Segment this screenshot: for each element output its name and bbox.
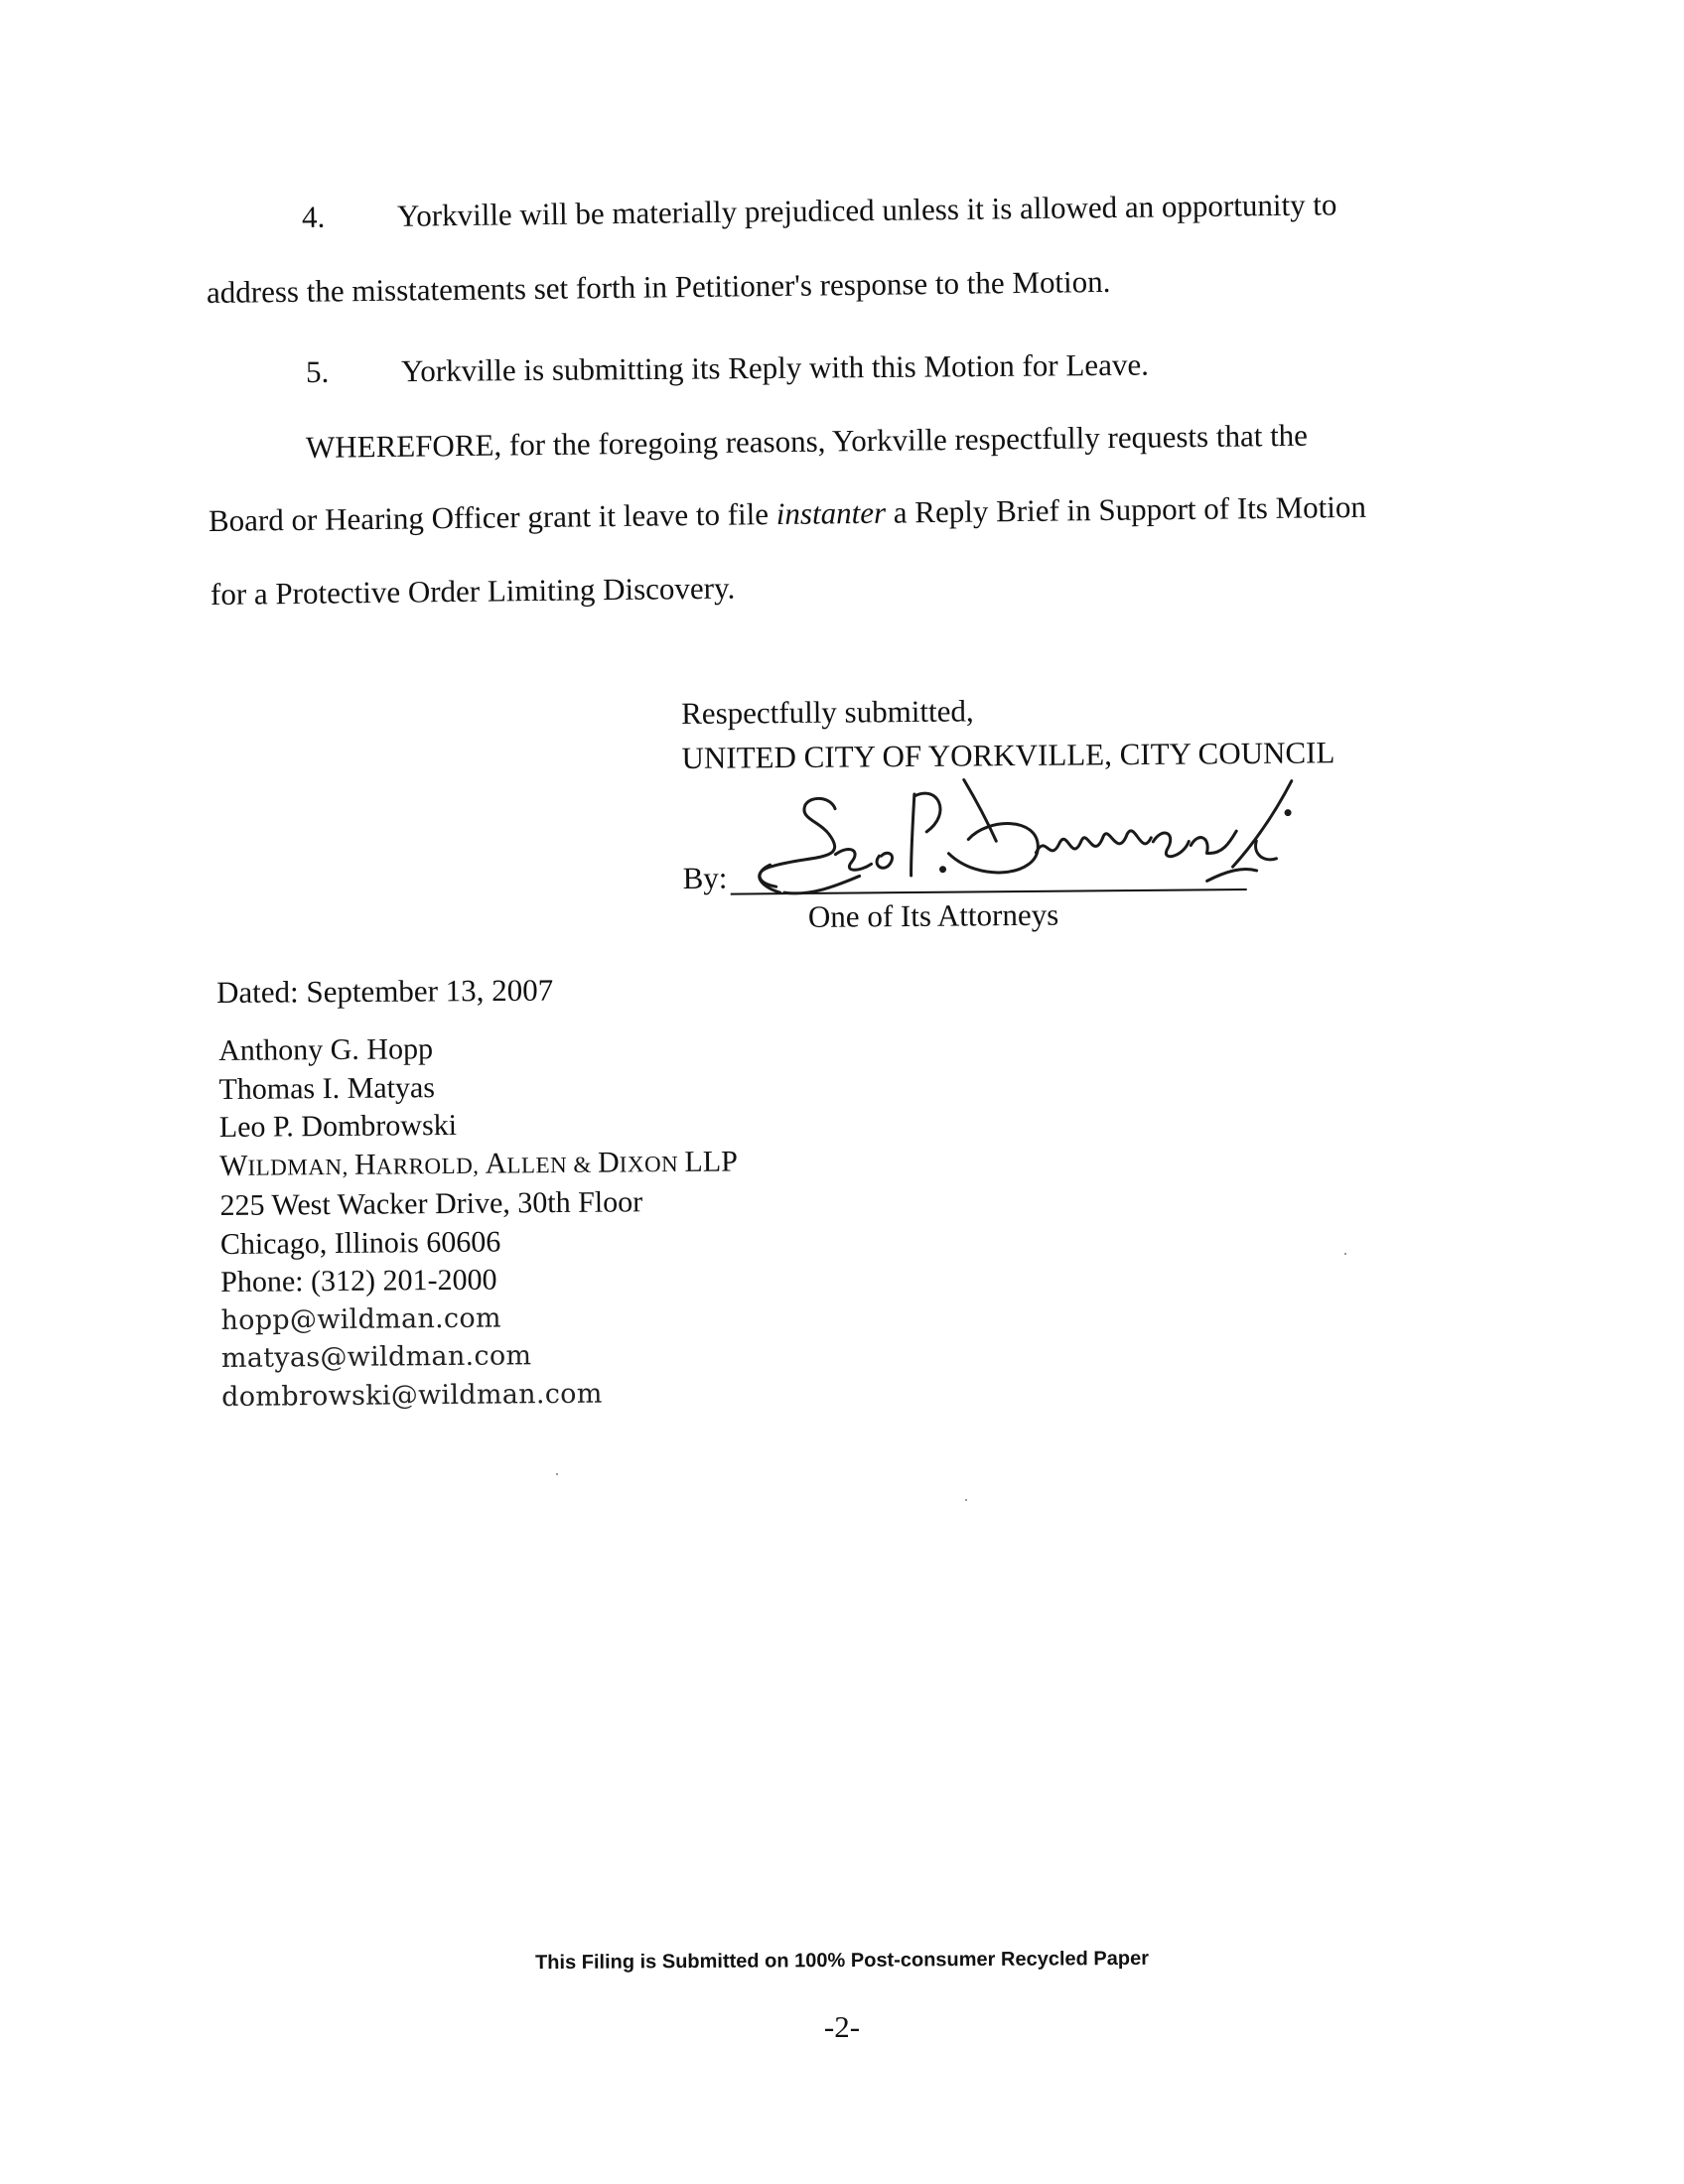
signature-line [682, 770, 1398, 935]
attorney-name: Thomas I. Matyas [218, 1070, 436, 1106]
email-address: matyas@wildman.com [220, 1340, 532, 1374]
wherefore-text: Board or Hearing Officer grant it leave to file [208, 496, 777, 538]
firm-address-line-1: 225 West Wacker Drive, 30th Floor [219, 1185, 643, 1222]
by-label: By: [682, 860, 728, 896]
party-name: UNITED CITY OF YORKVILLE, CITY COUNCIL [681, 735, 1335, 776]
paragraph-number: 5. [305, 353, 330, 389]
attorney-name: Anthony G. Hopp [218, 1032, 434, 1067]
scan-speck [965, 1499, 967, 1501]
wherefore-line-2 [209, 488, 1366, 539]
instanter-term: instanter [775, 494, 887, 532]
scan-speck [1344, 1253, 1346, 1255]
paragraph-4-line-2: address the misstatements set forth in Petitioner's response to the Motion. [206, 263, 1111, 310]
email-address: hopp@wildman.com [220, 1302, 501, 1336]
wherefore-line-1: WHEREFORE, for the foregoing reasons, Yorkville respectfully requests that the [305, 417, 1309, 465]
page-number: -2- [823, 2009, 861, 2044]
handwritten-signature [740, 771, 1297, 905]
wherefore-text: a Reply Brief in Support of Its Motion [885, 488, 1367, 530]
attorney-contact-block [218, 1027, 740, 1417]
paragraph-4-line-1 [302, 186, 1337, 235]
firm-phone: Phone: (312) 201-2000 [220, 1263, 497, 1298]
dated-line: Dated: September 13, 2007 [215, 972, 554, 1010]
firm-address-line-2: Chicago, Illinois 60606 [219, 1225, 501, 1261]
recycled-paper-note: This Filing is Submitted on 100% Post-consumer Recycled Paper [534, 1947, 1150, 1975]
paragraph-5 [306, 346, 1149, 391]
signer-role: One of Its Attorneys [807, 897, 1059, 935]
paragraph-text: Yorkville is submitting its Reply with this Motion for Leave. [400, 346, 1150, 389]
wherefore-line-3: for a Protective Order Limiting Discovery. [210, 570, 736, 612]
attorney-name: Leo P. Dombrowski [218, 1108, 458, 1144]
signature-block [681, 689, 1398, 935]
paragraph-number: 4. [301, 199, 326, 234]
closing-text: Respectfully submitted, [681, 693, 974, 731]
email-address: dombrowski@wildman.com [221, 1378, 603, 1413]
law-firm-name: WILDMAN, HARROLD, ALLEN & DIXON LLP [219, 1144, 738, 1182]
scan-speck [556, 1473, 558, 1475]
paragraph-text: Yorkville will be materially prejudiced unless it is allowed an opportunity to [396, 187, 1337, 233]
